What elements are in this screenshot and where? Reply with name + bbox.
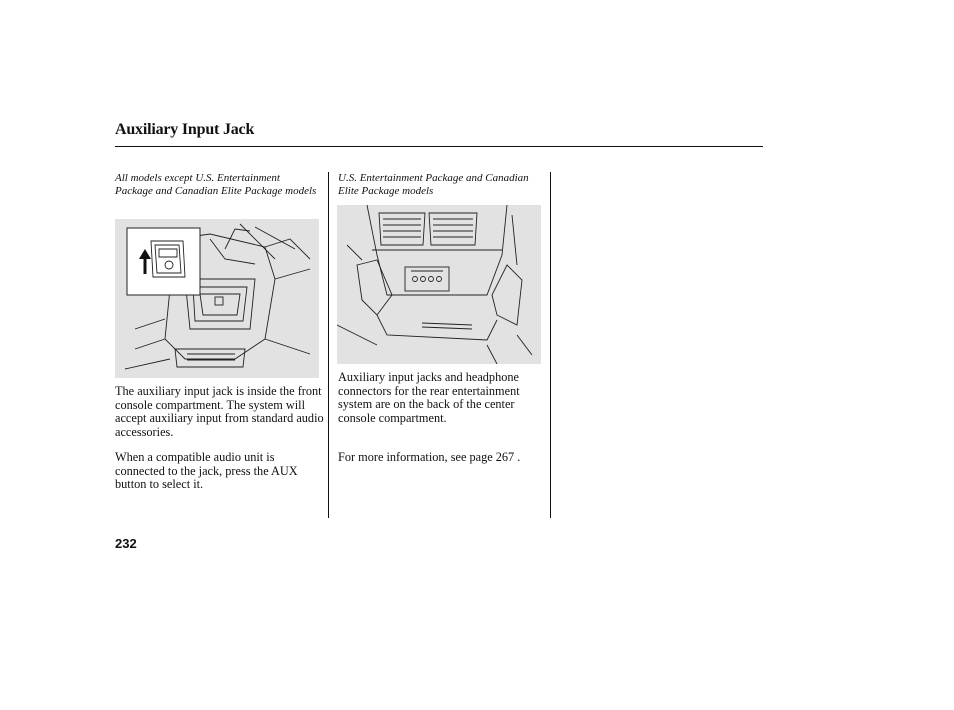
title-rule <box>115 146 763 147</box>
front-console-illustration <box>115 219 319 378</box>
page-number: 232 <box>115 536 137 551</box>
middle-paragraph-1: Auxiliary input jacks and headphone connectors for the rear entertainment system are on the back of the center console compartment. <box>338 370 520 425</box>
column-divider-right <box>550 172 551 518</box>
rear-console-illustration <box>337 205 541 364</box>
middle-paragraph-2: For more information, see page 267 . <box>338 450 521 464</box>
column-divider-left <box>328 172 329 518</box>
page-title: Auxiliary Input Jack <box>115 121 255 138</box>
left-paragraph-1: The auxiliary input jack is inside the front console compartment. The system will accept auxiliary input from standard audio accessories. <box>115 384 324 439</box>
left-caption: All models except U.S. Entertainment Package and Canadian Elite Package models <box>115 172 317 197</box>
left-paragraph-2: When a compatible audio unit is connected to the jack, press the AUX button to select it. <box>115 450 298 491</box>
middle-caption: U.S. Entertainment Package and Canadian Elite Package models <box>338 172 529 197</box>
